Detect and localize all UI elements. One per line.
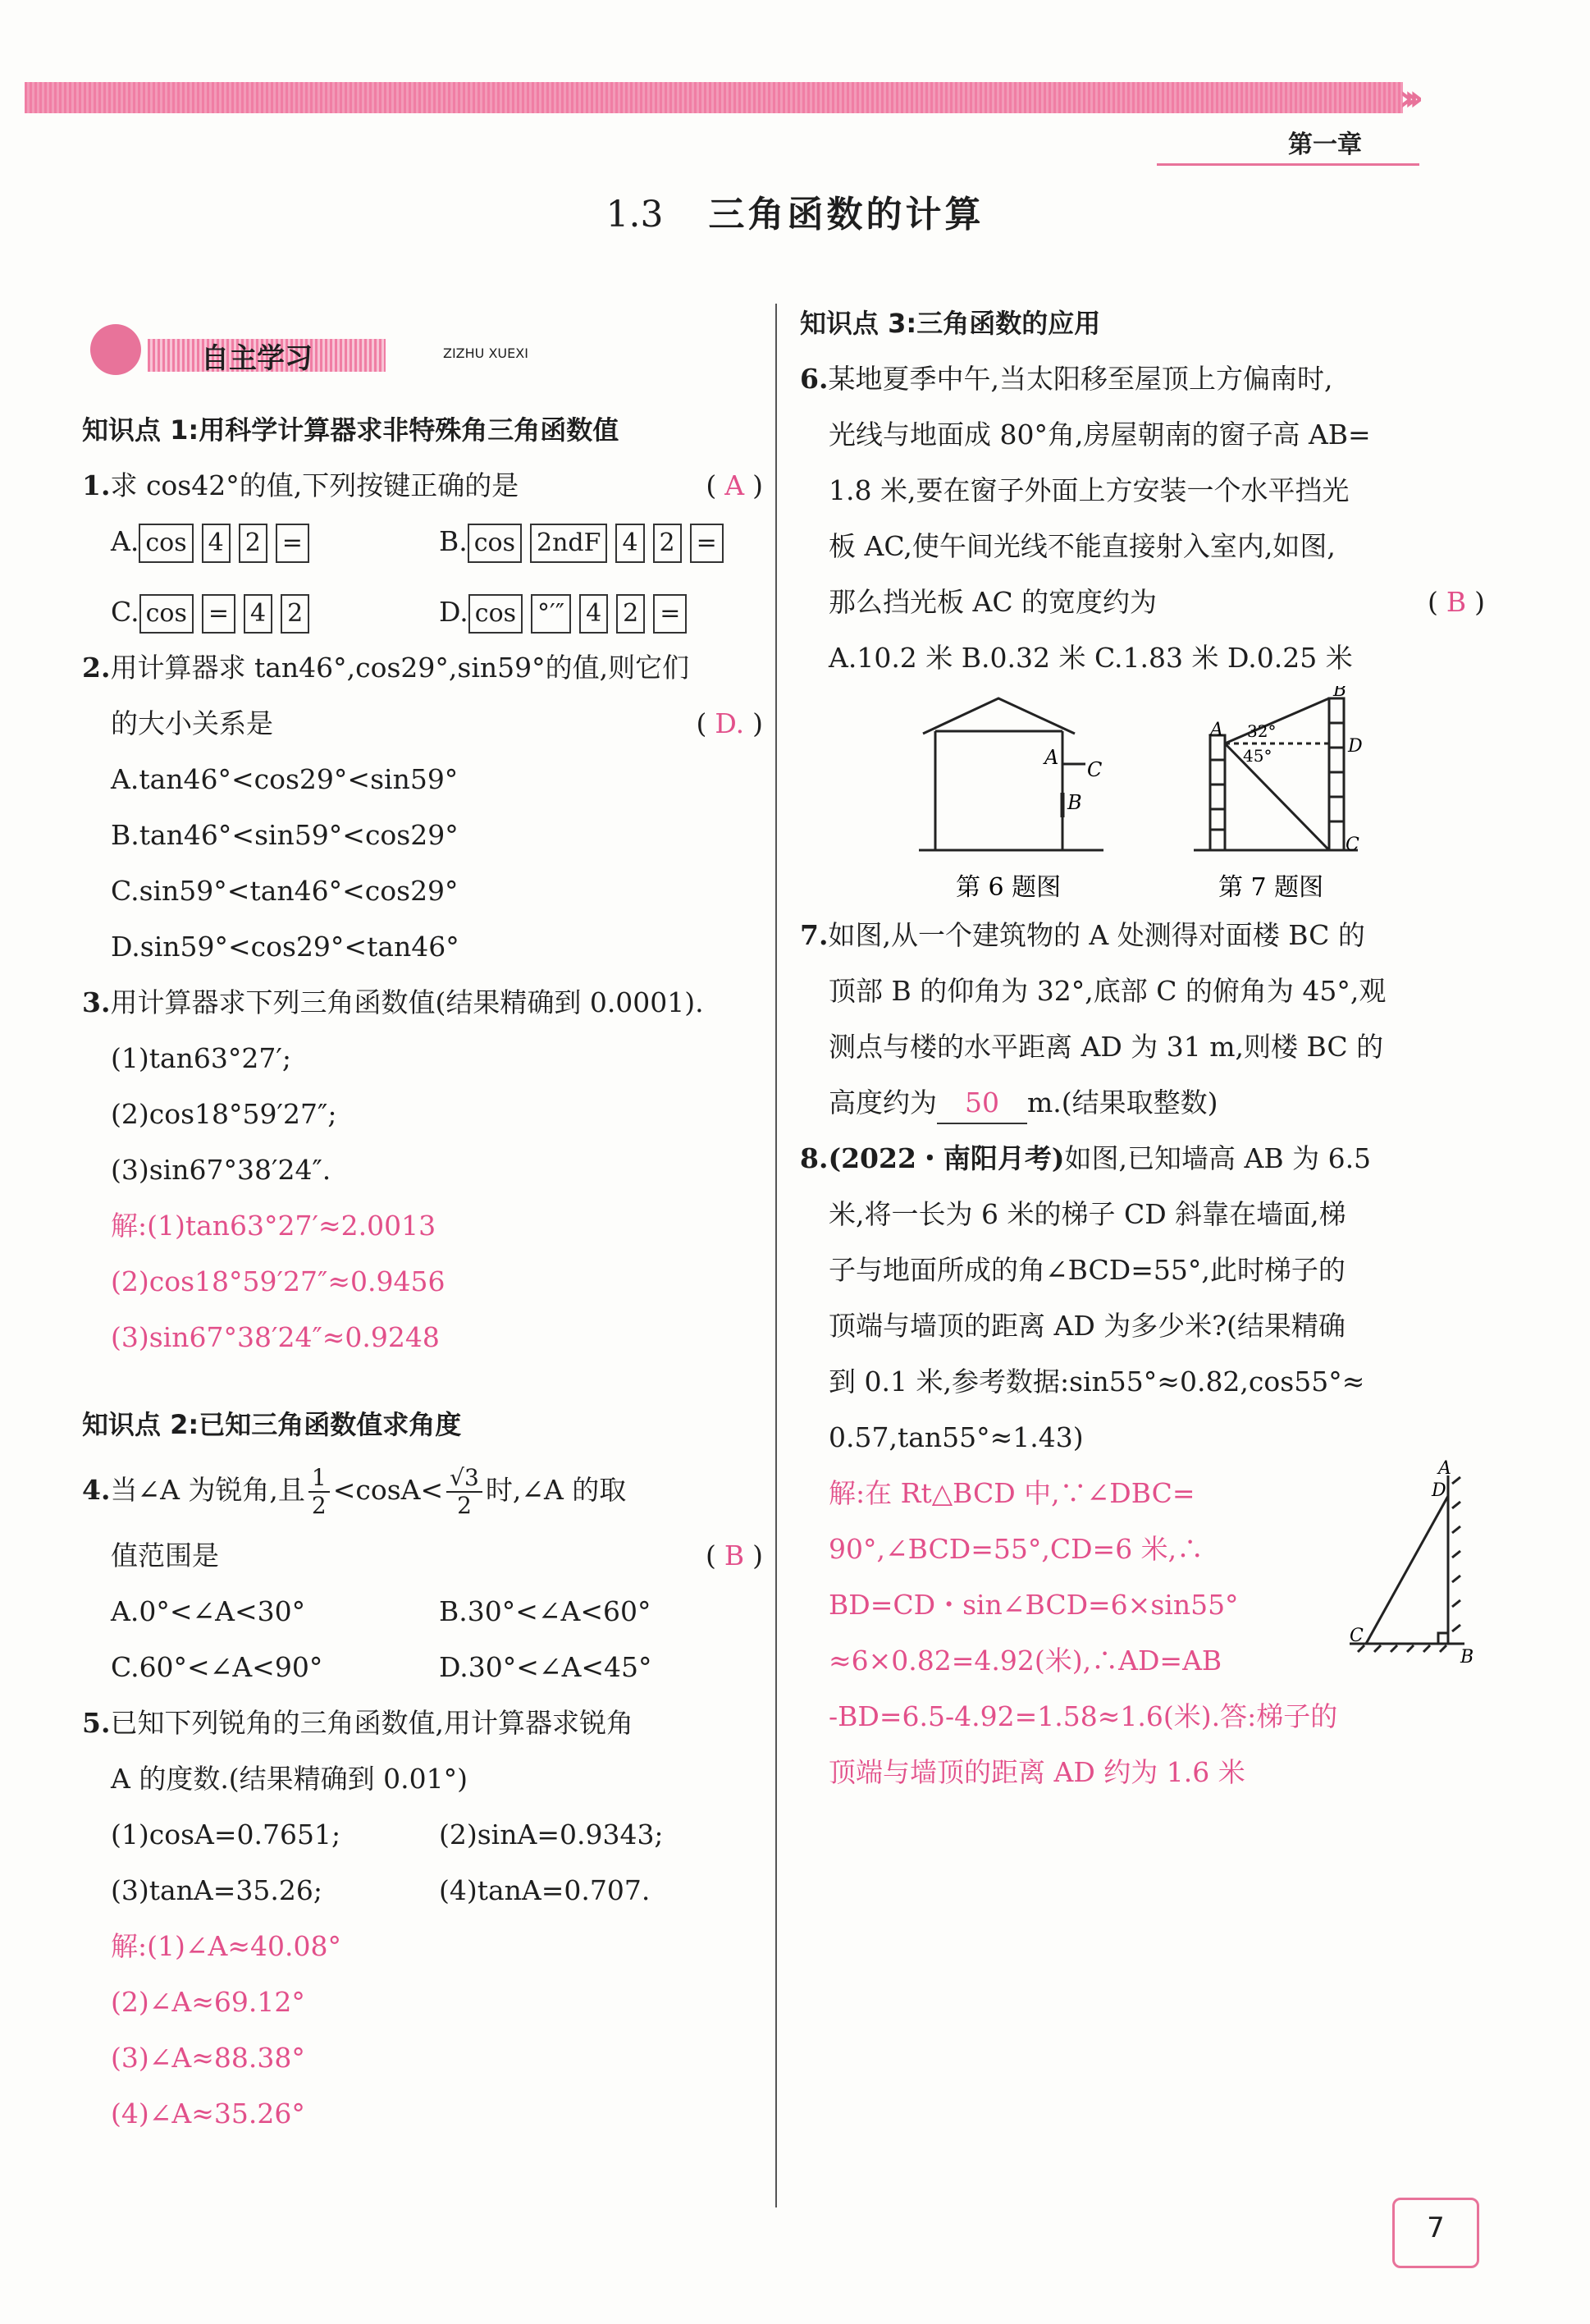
self-study-banner bbox=[90, 324, 528, 382]
fig7-label-b: B bbox=[1333, 686, 1347, 701]
q1-option-c: C. cos = 4 2 bbox=[111, 584, 439, 640]
q6-answer: ( B ) bbox=[1427, 586, 1485, 618]
fig8-label-a: A bbox=[1438, 1459, 1451, 1479]
q8-source: (2022・南阳月考) bbox=[828, 1142, 1065, 1174]
page-title bbox=[0, 185, 1590, 237]
q6-line4: 板 AC,使午间光线不能直接射入室内,如图, bbox=[829, 530, 1336, 562]
q6-line1: 某地夏季中午,当太阳移至屋顶上方偏南时, bbox=[828, 363, 1333, 395]
figures-6-7 bbox=[800, 686, 1485, 908]
fig6-label-b: B bbox=[1067, 791, 1082, 814]
q8-solution-5: -BD=6.5-4.92=1.58≈1.6(米).答:梯子的 bbox=[829, 1700, 1338, 1732]
q3-solution-2: (2)cos18°59′27″≈0.9456 bbox=[111, 1265, 445, 1297]
q3-item-1: (1)tan63°27′; bbox=[111, 1042, 292, 1074]
page-number-box bbox=[1392, 2198, 1479, 2268]
q8-line3: 子与地面所成的角∠BCD=55°,此时梯子的 bbox=[829, 1254, 1346, 1286]
q5-solution-1: 解:(1)∠A≈40.08° bbox=[111, 1930, 341, 1962]
q3-solution-3: (3)sin67°38′24″≈0.9248 bbox=[111, 1321, 440, 1353]
q4-option-a: A.0°<∠A<30° bbox=[111, 1595, 306, 1627]
q7-pre: 高度约为 bbox=[829, 1087, 937, 1119]
q5-item-4: (4)tanA=0.707. bbox=[439, 1874, 651, 1906]
q8-solution-6: 顶端与墙顶的距离 AD 约为 1.6 米 bbox=[829, 1756, 1245, 1788]
q4-pre: 当∠A 为锐角,且 bbox=[110, 1474, 305, 1506]
q2-option-b: B.tan46°<sin59°<cos29° bbox=[111, 819, 459, 851]
q4-line2: 值范围是 bbox=[111, 1539, 219, 1571]
q6-number: 6. bbox=[800, 363, 829, 395]
fig6-label-a: A bbox=[1044, 746, 1059, 769]
q1-answer: ( A ) bbox=[706, 469, 763, 501]
q2-line1: 用计算器求 tan46°,cos29°,sin59°的值,则它们 bbox=[110, 652, 690, 684]
q7-line1: 如图,从一个建筑物的 A 处测得对面楼 BC 的 bbox=[828, 919, 1365, 951]
q5-solution-2: (2)∠A≈69.12° bbox=[111, 1986, 305, 2018]
figure-8 bbox=[1341, 1459, 1489, 1672]
q7-line3: 测点与楼的水平距离 AD 为 31 m,则楼 BC 的 bbox=[829, 1031, 1384, 1063]
figure-6 bbox=[919, 698, 1103, 850]
q4-post: 时,∠A 的取 bbox=[485, 1474, 627, 1506]
banner-pinyin: ZIZHU XUEXI bbox=[443, 345, 528, 361]
q6-line2: 光线与地面成 80°角,房屋朝南的窗子高 AB= bbox=[829, 419, 1371, 451]
right-column bbox=[800, 295, 1485, 1800]
q8-line5: 到 0.1 米,参考数据:sin55°≈0.82,cos55°≈ bbox=[829, 1366, 1365, 1398]
q4-option-d: D.30°<∠A<45° bbox=[439, 1651, 652, 1683]
q2-answer: ( D. ) bbox=[696, 707, 763, 739]
q2-option-c: C.sin59°<tan46°<cos29° bbox=[111, 875, 459, 907]
left-column bbox=[82, 402, 763, 2142]
q4-fraction-root3: $\frac{√3}{2}$ bbox=[446, 1465, 482, 1519]
question-8 bbox=[800, 1131, 1485, 1800]
q3-number: 3. bbox=[82, 986, 111, 1018]
question-3 bbox=[82, 975, 763, 1366]
question-4 bbox=[82, 1452, 763, 1695]
q7-line2: 顶部 B 的仰角为 32°,底部 C 的俯角为 45°,观 bbox=[829, 975, 1387, 1007]
fig7-label-a: A bbox=[1210, 720, 1223, 740]
q1-option-a: A. cos 4 2 = bbox=[111, 514, 439, 570]
q4-number: 4. bbox=[82, 1474, 111, 1506]
fig7-label-c: C bbox=[1346, 835, 1359, 855]
q5-item-1: (1)cosA=0.7651; bbox=[111, 1818, 341, 1851]
q4-fraction-half: $\frac{1}{2}$ bbox=[308, 1465, 330, 1519]
q2-option-d: D.sin59°<cos29°<tan46° bbox=[111, 931, 459, 963]
q2-line2: 的大小关系是 bbox=[111, 707, 273, 739]
q4-option-c: C.60°<∠A<90° bbox=[111, 1651, 323, 1683]
q5-solution-4: (4)∠A≈35.26° bbox=[111, 2098, 305, 2130]
q8-solution-1: 解:在 Rt△BCD 中,∵∠DBC= bbox=[829, 1477, 1195, 1509]
q6-line5: 那么挡光板 AC 的宽度约为 bbox=[829, 586, 1158, 618]
fig8-label-d: D bbox=[1432, 1480, 1446, 1501]
q2-number: 2. bbox=[82, 652, 111, 684]
q3-text: 用计算器求下列三角函数值(结果精确到 0.0001). bbox=[110, 986, 704, 1018]
q5-line1: 已知下列锐角的三角函数值,用计算器求锐角 bbox=[110, 1707, 633, 1739]
knowledge-point-1: 知识点 1:用科学计算器求非特殊角三角函数值 bbox=[82, 414, 619, 446]
q4-answer: ( B ) bbox=[705, 1539, 763, 1571]
fig7-angle-45: 45° bbox=[1243, 746, 1272, 766]
section-title: 三角函数的计算 bbox=[708, 194, 985, 236]
q3-item-3: (3)sin67°38′24″. bbox=[111, 1154, 331, 1186]
question-1 bbox=[82, 458, 763, 640]
knowledge-point-3: 知识点 3:三角函数的应用 bbox=[800, 308, 1101, 339]
header-band bbox=[25, 82, 1403, 113]
question-6 bbox=[800, 351, 1485, 686]
q8-line2: 米,将一长为 6 米的梯子 CD 斜靠在墙面,梯 bbox=[829, 1198, 1346, 1230]
question-2 bbox=[82, 640, 763, 975]
q1-number: 1. bbox=[82, 469, 111, 501]
q8-line4: 顶端与墙顶的距离 AD 为多少米?(结果精确 bbox=[829, 1310, 1346, 1342]
q7-post: m.(结果取整数) bbox=[1027, 1087, 1218, 1119]
fig8-label-c: C bbox=[1350, 1626, 1364, 1646]
q6-line3: 1.8 米,要在窗子外面上方安装一个水平挡光 bbox=[829, 474, 1350, 506]
q7-blank-answer: 50 bbox=[937, 1083, 1027, 1124]
q8-solution-3: BD=CD・sin∠BCD=6×sin55° bbox=[829, 1589, 1239, 1621]
q3-item-2: (2)cos18°59′27″; bbox=[111, 1098, 337, 1130]
chapter-tab bbox=[1157, 117, 1419, 166]
question-7 bbox=[800, 908, 1485, 1131]
q5-line2: A 的度数.(结果精确到 0.01°) bbox=[111, 1763, 468, 1795]
header-arrows-icon: ››› bbox=[1399, 77, 1414, 119]
column-divider bbox=[775, 304, 777, 2207]
figure-6-7-svg bbox=[800, 686, 1485, 908]
page-number: 7 bbox=[1427, 2212, 1445, 2244]
q8-line1: 如图,已知墙高 AB 为 6.5 bbox=[1064, 1142, 1372, 1174]
q1-option-b: B. cos 2ndF 4 2 = bbox=[439, 525, 732, 557]
q1-text: 求 cos42°的值,下列按键正确的是 bbox=[110, 469, 519, 501]
q2-option-a: A.tan46°<cos29°<sin59° bbox=[111, 763, 459, 795]
banner-label: 自主学习 bbox=[201, 342, 313, 375]
fig7-angle-32: 32° bbox=[1247, 721, 1277, 741]
q4-mid: <cosA< bbox=[332, 1474, 444, 1506]
fig6-caption: 第 6 题图 bbox=[956, 873, 1062, 902]
q5-item-3: (3)tanA=35.26; bbox=[111, 1874, 323, 1906]
q8-solution-4: ≈6×0.82=4.92(米),∴AD=AB bbox=[829, 1645, 1222, 1677]
pencil-icon bbox=[90, 324, 141, 375]
q7-number: 7. bbox=[800, 919, 829, 951]
q3-solution-1: 解:(1)tan63°27′≈2.0013 bbox=[111, 1210, 436, 1242]
fig7-caption: 第 7 题图 bbox=[1218, 873, 1324, 902]
q6-options: A.10.2 米 B.0.32 米 C.1.83 米 D.0.25 米 bbox=[829, 642, 1353, 674]
q4-option-b: B.30°<∠A<60° bbox=[439, 1595, 651, 1627]
q5-item-2: (2)sinA=0.9343; bbox=[439, 1818, 664, 1851]
chapter-label: 第一章 bbox=[1288, 130, 1362, 159]
q1-option-d: D. cos °′″ 4 2 = bbox=[439, 596, 695, 628]
q8-solution-2: 90°,∠BCD=55°,CD=6 米,∴ bbox=[829, 1533, 1204, 1565]
knowledge-point-2: 知识点 2:已知三角函数值求角度 bbox=[82, 1409, 462, 1440]
q5-solution-3: (3)∠A≈88.38° bbox=[111, 2042, 305, 2074]
fig6-label-c: C bbox=[1087, 758, 1103, 781]
question-5 bbox=[82, 1695, 763, 2142]
fig8-label-b: B bbox=[1460, 1647, 1474, 1668]
q8-line6: 0.57,tan55°≈1.43) bbox=[829, 1421, 1084, 1453]
q5-number: 5. bbox=[82, 1707, 111, 1739]
q8-number: 8. bbox=[800, 1142, 829, 1174]
fig7-label-d: D bbox=[1348, 736, 1363, 757]
section-number: 1.3 bbox=[605, 194, 664, 236]
